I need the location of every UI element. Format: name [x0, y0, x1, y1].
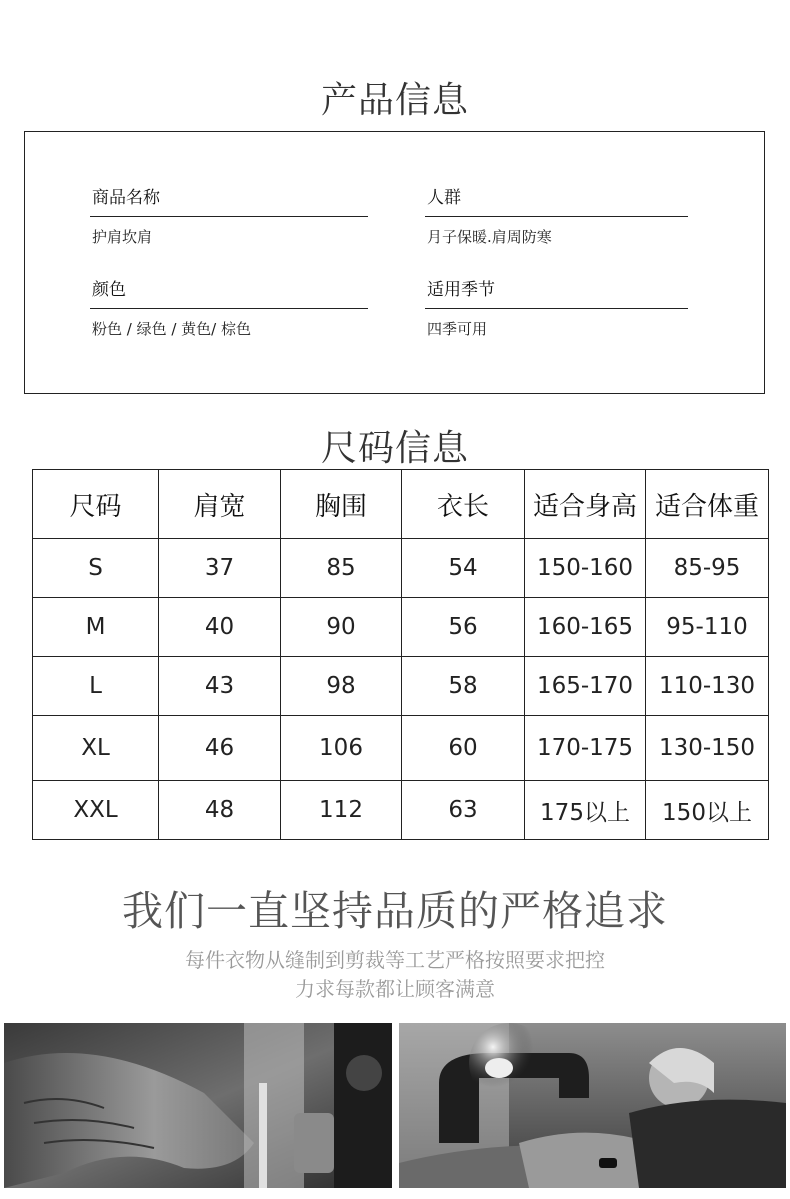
- field-label: 颜色: [90, 276, 368, 309]
- table-cell: 60: [402, 716, 525, 781]
- table-cell: M: [33, 598, 159, 657]
- table-cell: 85-95: [646, 539, 769, 598]
- header-chest: 胸围: [281, 470, 402, 539]
- tailor-at-machine-photo: [399, 1023, 786, 1188]
- table-cell: 37: [159, 539, 281, 598]
- table-cell: 48: [159, 781, 281, 840]
- header-shoulder: 肩宽: [159, 470, 281, 539]
- field-value: 护肩坎肩: [92, 228, 153, 246]
- field-crowd: [425, 184, 688, 247]
- field-product-name: [90, 184, 368, 247]
- table-row: [33, 716, 769, 781]
- table-row: [33, 781, 769, 840]
- header-weight: 适合体重: [646, 470, 769, 539]
- product-info-box: [24, 131, 765, 394]
- table-row: [33, 657, 769, 716]
- field-value: 粉色 / 绿色 / 黄色/ 棕色: [92, 320, 252, 338]
- sewing-hands-photo: [4, 1023, 392, 1188]
- header-height: 适合身高: [525, 470, 646, 539]
- quality-slogan: 我们一直坚持品质的严格追求: [122, 887, 668, 935]
- table-cell: 106: [281, 716, 402, 781]
- field-label: 商品名称: [90, 184, 368, 217]
- table-cell: 58: [402, 657, 525, 716]
- table-cell: 54: [402, 539, 525, 598]
- table-cell: 160-165: [525, 598, 646, 657]
- field-season: [425, 276, 688, 339]
- table-row: [33, 598, 769, 657]
- field-label: 人群: [425, 184, 688, 217]
- table-cell: 63: [402, 781, 525, 840]
- table-cell: 165-170: [525, 657, 646, 716]
- table-cell: 175以上: [525, 781, 646, 840]
- table-cell: 43: [159, 657, 281, 716]
- field-value: 四季可用: [427, 320, 488, 338]
- field-value: 月子保暖.肩周防寒: [427, 228, 552, 246]
- table-cell: 150-160: [525, 539, 646, 598]
- table-cell: 112: [281, 781, 402, 840]
- table-cell: 150以上: [646, 781, 769, 840]
- table-cell: 40: [159, 598, 281, 657]
- header-length: 衣长: [402, 470, 525, 539]
- size-info-title: 尺码信息: [320, 428, 469, 469]
- field-label: 适用季节: [425, 276, 688, 309]
- table-cell: 56: [402, 598, 525, 657]
- header-size: 尺码: [33, 470, 159, 539]
- table-cell: 85: [281, 539, 402, 598]
- table-cell: XXL: [33, 781, 159, 840]
- table-cell: S: [33, 539, 159, 598]
- field-color: [90, 276, 368, 339]
- table-cell: 170-175: [525, 716, 646, 781]
- table-cell: 95-110: [646, 598, 769, 657]
- table-header-row: [33, 470, 769, 539]
- quality-subtext-line2: 力求每款都让顾客满意: [295, 977, 495, 1001]
- table-cell: 110-130: [646, 657, 769, 716]
- table-cell: 98: [281, 657, 402, 716]
- table-cell: 46: [159, 716, 281, 781]
- product-info-title: 产品信息: [320, 80, 469, 121]
- table-cell: 90: [281, 598, 402, 657]
- size-table: [32, 469, 769, 840]
- table-cell: XL: [33, 716, 159, 781]
- table-row: [33, 539, 769, 598]
- quality-subtext-line1: 每件衣物从缝制到剪裁等工艺严格按照要求把控: [185, 948, 605, 972]
- table-cell: L: [33, 657, 159, 716]
- table-cell: 130-150: [646, 716, 769, 781]
